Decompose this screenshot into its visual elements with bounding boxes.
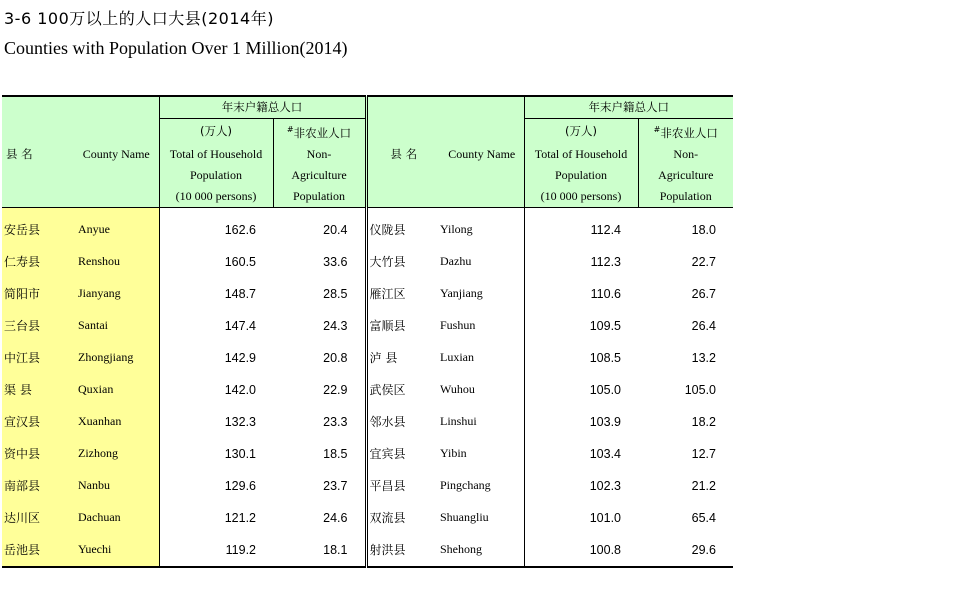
non-agriculture-population: 18.2 [691, 414, 716, 429]
total-population: 112.4 [590, 222, 621, 237]
county-name-cn: 安岳县 [2, 207, 74, 246]
county-name-cn: 雁江区 [369, 287, 406, 302]
county-name-en: Zizhong [74, 438, 159, 470]
county-name-en: Dachuan [74, 502, 159, 534]
header-blank [366, 186, 440, 208]
header-blank [366, 165, 440, 186]
county-name-cn: 仁寿县 [2, 246, 74, 278]
header-blank [366, 96, 440, 119]
header-total-cn: 年末户籍总人口 [159, 96, 366, 119]
county-name-cn: 平昌县 [369, 479, 406, 494]
county-name-en: Fushun [440, 310, 524, 342]
county-name-en: Renshou [74, 246, 159, 278]
county-name-cn: 资中县 [2, 438, 74, 470]
county-name-en: Shuangliu [440, 502, 524, 534]
total-population: 129.6 [224, 478, 256, 493]
county-name-cn: 三台县 [2, 310, 74, 342]
table-row [2, 207, 733, 246]
total-population: 112.3 [590, 254, 621, 269]
non-agriculture-population: 18.1 [273, 534, 366, 567]
county-name-cn: 双流县 [369, 511, 406, 526]
county-name-en: Quxian [74, 374, 159, 406]
table-row [2, 438, 733, 470]
non-agriculture-population: 26.7 [691, 286, 716, 301]
county-name-en: Yilong [440, 207, 524, 246]
header-nonag-en-3: Population [273, 186, 366, 208]
table-row [2, 342, 733, 374]
non-agriculture-population: 21.2 [691, 478, 716, 493]
total-population: 142.9 [224, 350, 256, 365]
county-name-en: Linshui [440, 406, 524, 438]
table-row [2, 406, 733, 438]
header-blank [74, 165, 159, 186]
page-title-cn: 3-6 100万以上的人口大县(2014年) [4, 9, 274, 28]
header-blank [440, 186, 524, 208]
header-blank [2, 165, 74, 186]
non-agriculture-population: 18.5 [273, 438, 366, 470]
county-name-en: Luxian [440, 342, 524, 374]
non-agriculture-population: 24.6 [273, 502, 366, 534]
header-total-unit-cn: (万人) [524, 119, 638, 144]
total-population: 142.0 [224, 382, 256, 397]
non-agriculture-population: 12.7 [691, 446, 716, 461]
non-agriculture-population: 23.7 [273, 470, 366, 502]
header-nonag-cn-text: 非农业人口 [660, 125, 718, 140]
county-name-cn: 宜宾县 [369, 447, 406, 462]
total-population: 162.6 [224, 222, 256, 237]
total-population: 119.2 [159, 534, 273, 567]
non-agriculture-population: 22.9 [273, 374, 366, 406]
county-name-en: Nanbu [74, 470, 159, 502]
county-name-en: Yanjiang [440, 278, 524, 310]
table-row [2, 502, 733, 534]
table-body [2, 207, 733, 567]
non-agriculture-population: 20.8 [273, 342, 366, 374]
header-total-unit-en: (10 000 persons) [524, 186, 638, 208]
header-nonag-en-2: Agriculture [638, 165, 733, 186]
non-agriculture-population: 33.6 [273, 246, 366, 278]
total-population: 110.6 [590, 286, 621, 301]
population-table-container [2, 95, 733, 568]
header-total-en-1: Total of Household [159, 144, 273, 165]
county-name-en: Dazhu [440, 246, 524, 278]
county-name-en: Xuanhan [74, 406, 159, 438]
county-name-cn: 泸 县 [369, 351, 398, 366]
header-nonag-mark: # [653, 125, 661, 134]
header-blank [366, 119, 440, 144]
county-name-cn: 南部县 [2, 470, 74, 502]
county-name-en: Jianyang [74, 278, 159, 310]
county-name-en: Yibin [440, 438, 524, 470]
county-name-en: Yuechi [74, 534, 159, 567]
county-name-en: Zhongjiang [74, 342, 159, 374]
table-row [2, 470, 733, 502]
non-agriculture-population: 20.4 [273, 207, 366, 246]
header-county-cn: 县 名 [366, 144, 440, 165]
population-table [2, 95, 733, 568]
total-population: 121.2 [224, 510, 256, 525]
county-name-cn: 岳池县 [2, 534, 74, 567]
non-agriculture-population: 65.4 [691, 510, 716, 525]
county-name-en: Anyue [74, 207, 159, 246]
non-agriculture-population: 13.2 [691, 350, 716, 365]
total-population: 102.3 [589, 478, 621, 493]
county-name-cn: 宣汉县 [2, 406, 74, 438]
non-agriculture-population: 105.0 [684, 382, 716, 397]
county-name-cn: 邻水县 [369, 415, 406, 430]
county-name-cn: 渠 县 [2, 374, 74, 406]
header-total-unit-cn: (万人) [159, 119, 273, 144]
total-population: 105.0 [589, 382, 621, 397]
header-total-cn: 年末户籍总人口 [524, 96, 733, 119]
total-population: 160.5 [224, 254, 256, 269]
county-name-en: Wuhou [440, 374, 524, 406]
total-population: 103.4 [589, 446, 621, 461]
non-agriculture-population: 26.4 [691, 318, 716, 333]
header-county-en: County Name [74, 144, 159, 165]
non-agriculture-population: 22.7 [691, 254, 716, 269]
non-agriculture-population: 23.3 [273, 406, 366, 438]
header-blank [2, 96, 74, 119]
county-name-cn: 达川区 [2, 502, 74, 534]
header-blank [2, 186, 74, 208]
county-name-cn: 射洪县 [366, 534, 440, 567]
header-total-unit-en: (10 000 persons) [159, 186, 273, 208]
non-agriculture-population: 24.3 [273, 310, 366, 342]
header-total-en-2: Population [159, 165, 273, 186]
total-population: 147.4 [224, 318, 256, 333]
county-name-cn: 仪陇县 [369, 223, 406, 238]
total-population: 109.5 [589, 318, 621, 333]
header-nonag-mark: # [286, 125, 294, 134]
county-name-cn: 富顺县 [369, 319, 406, 334]
total-population: 103.9 [589, 414, 621, 429]
table-row [2, 278, 733, 310]
total-population: 100.8 [524, 534, 638, 567]
table-row [2, 310, 733, 342]
county-name-cn: 武侯区 [369, 383, 406, 398]
table-header [2, 96, 733, 207]
table-row [2, 246, 733, 278]
header-county-cn: 县 名 [2, 144, 74, 165]
county-name-en: Pingchang [440, 470, 524, 502]
county-name-en: Shehong [440, 534, 524, 567]
header-nonag-en-3: Population [638, 186, 733, 208]
county-name-cn: 大竹县 [369, 255, 406, 270]
header-nonag-cn [273, 119, 366, 144]
header-nonag-cn-text: 非农业人口 [293, 125, 352, 140]
total-population: 101.0 [589, 510, 621, 525]
total-population: 148.7 [224, 286, 256, 301]
total-population: 130.1 [224, 446, 256, 461]
county-name-cn: 中江县 [2, 342, 74, 374]
header-county-en: County Name [440, 144, 524, 165]
header-blank [440, 119, 524, 144]
table-row [2, 374, 733, 406]
total-population: 108.5 [589, 350, 621, 365]
table-row [2, 534, 733, 567]
header-nonag-cn [638, 119, 733, 144]
header-total-en-2: Population [524, 165, 638, 186]
non-agriculture-population: 29.6 [638, 534, 733, 567]
non-agriculture-population: 18.0 [691, 222, 716, 237]
page-title-en: Counties with Population Over 1 Million(2014) [4, 38, 348, 58]
header-total-en-1: Total of Household [524, 144, 638, 165]
header-blank [2, 119, 74, 144]
header-blank [440, 165, 524, 186]
total-population: 132.3 [224, 414, 256, 429]
header-nonag-en-2: Agriculture [273, 165, 366, 186]
county-name-cn: 简阳市 [2, 278, 74, 310]
header-blank [74, 186, 159, 208]
county-name-en: Santai [74, 310, 159, 342]
header-blank [440, 96, 524, 119]
header-nonag-en-1: Non- [273, 144, 366, 165]
non-agriculture-population: 28.5 [273, 278, 366, 310]
header-blank [74, 119, 159, 144]
header-nonag-en-1: Non- [638, 144, 733, 165]
header-blank [74, 96, 159, 119]
